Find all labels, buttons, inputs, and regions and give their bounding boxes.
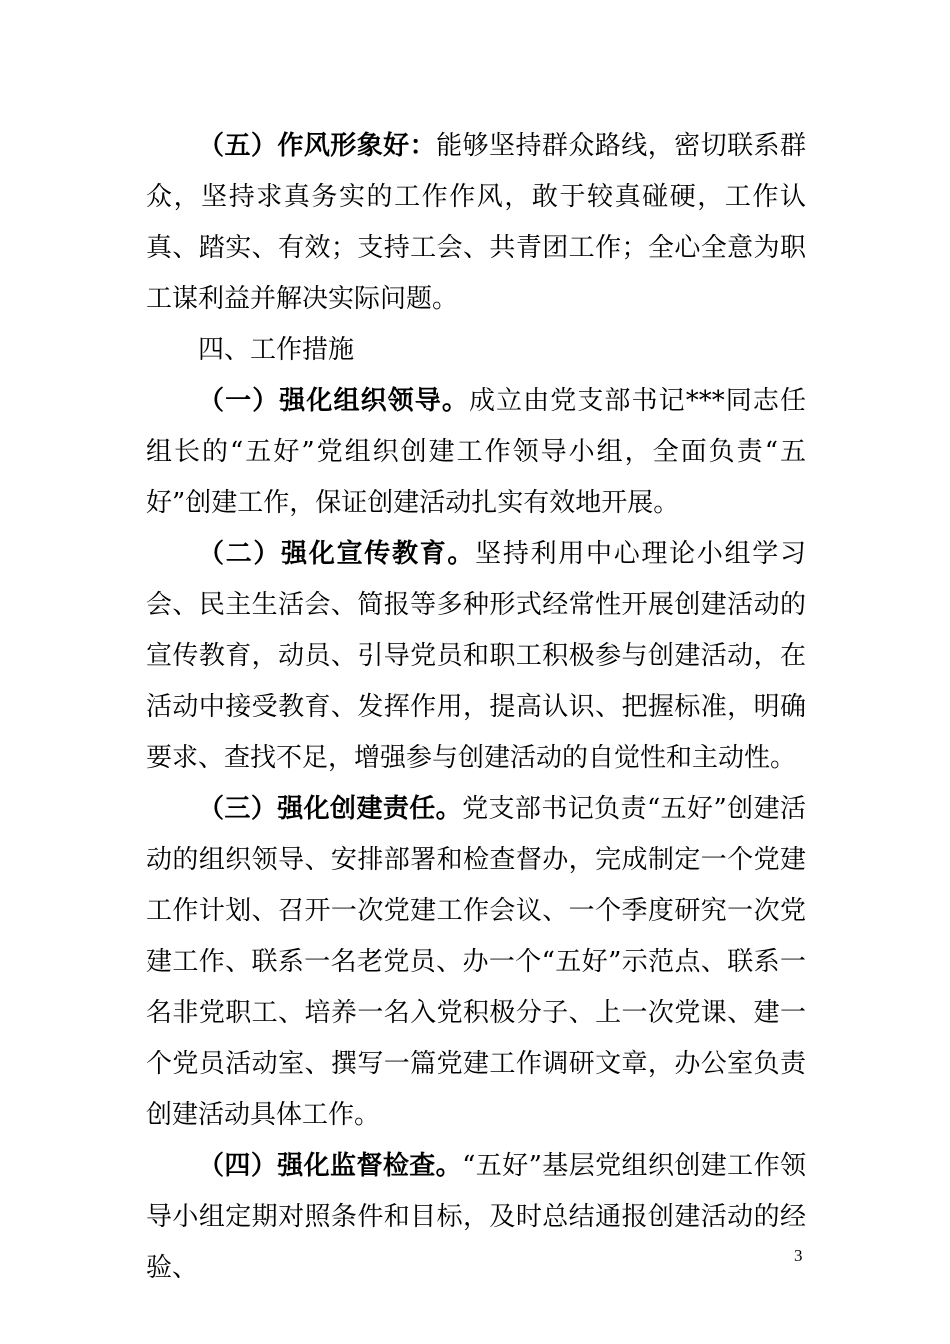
paragraph-lead: （三）强化创建责任。	[198, 794, 463, 824]
paragraph-zuofeng	[146, 121, 806, 325]
section-heading	[146, 325, 806, 376]
paragraph-lead: （一）强化组织领导。	[198, 386, 469, 416]
paragraph-text: 能够坚持群众路线，密切联系群众，坚持求真务实的工作作风，敢于较真碰硬，工作认真、踏实、有效；支持工会、共青团工作；全心全意为职工谋利益并解决实际问题。	[146, 131, 806, 314]
paragraph-lead: （五）作风形象好：	[198, 131, 437, 161]
paragraph-text: 坚持利用中心理论小组学习会、民主生活会、简报等多种形式经常性开展创建活动的宣传教育，动员、引导党员和职工积极参与创建活动，在活动中接受教育、发挥作用，提高认识、把握标准，明确要求、查找不足，增强参与创建活动的自觉性和主动性。	[146, 539, 806, 773]
page-number: 3	[794, 1246, 803, 1265]
paragraph-lead: （二）强化宣传教育。	[198, 539, 476, 569]
paragraph-xuanchuan-jiaoyu	[146, 529, 806, 784]
section-heading-text: 四、工作措施	[198, 335, 355, 365]
paragraph-chuangjian-zeren	[146, 784, 806, 1141]
paragraph-jiandu-jiancha	[146, 1141, 806, 1294]
paragraph-lead: （四）强化监督检查。	[198, 1151, 463, 1181]
document-body	[146, 121, 806, 1294]
paragraph-zuzhi-lingdao	[146, 376, 806, 529]
paragraph-text: 成立由党支部书记***同志任组长的“五好”党组织创建工作领导小组，全面负责“五好”创建工作，保证创建活动扎实有效地开展。	[146, 386, 806, 518]
paragraph-text: “五好”基层党组织创建工作领导小组定期对照条件和目标，及时总结通报创建活动的经验、	[146, 1151, 806, 1283]
paragraph-text: 党支部书记负责“五好”创建活动的组织领导、安排部署和检查督办，完成制定一个党建工作计划、召开一次党建工作会议、一个季度研究一次党建工作、联系一名老党员、办一个“五好”示范点、联系一名非党职工、培养一名入党积极分子、上一次党课、建一个党员活动室、撰写一篇党建工作调研文章，办公室负责创建活动具体工作。	[146, 794, 806, 1130]
